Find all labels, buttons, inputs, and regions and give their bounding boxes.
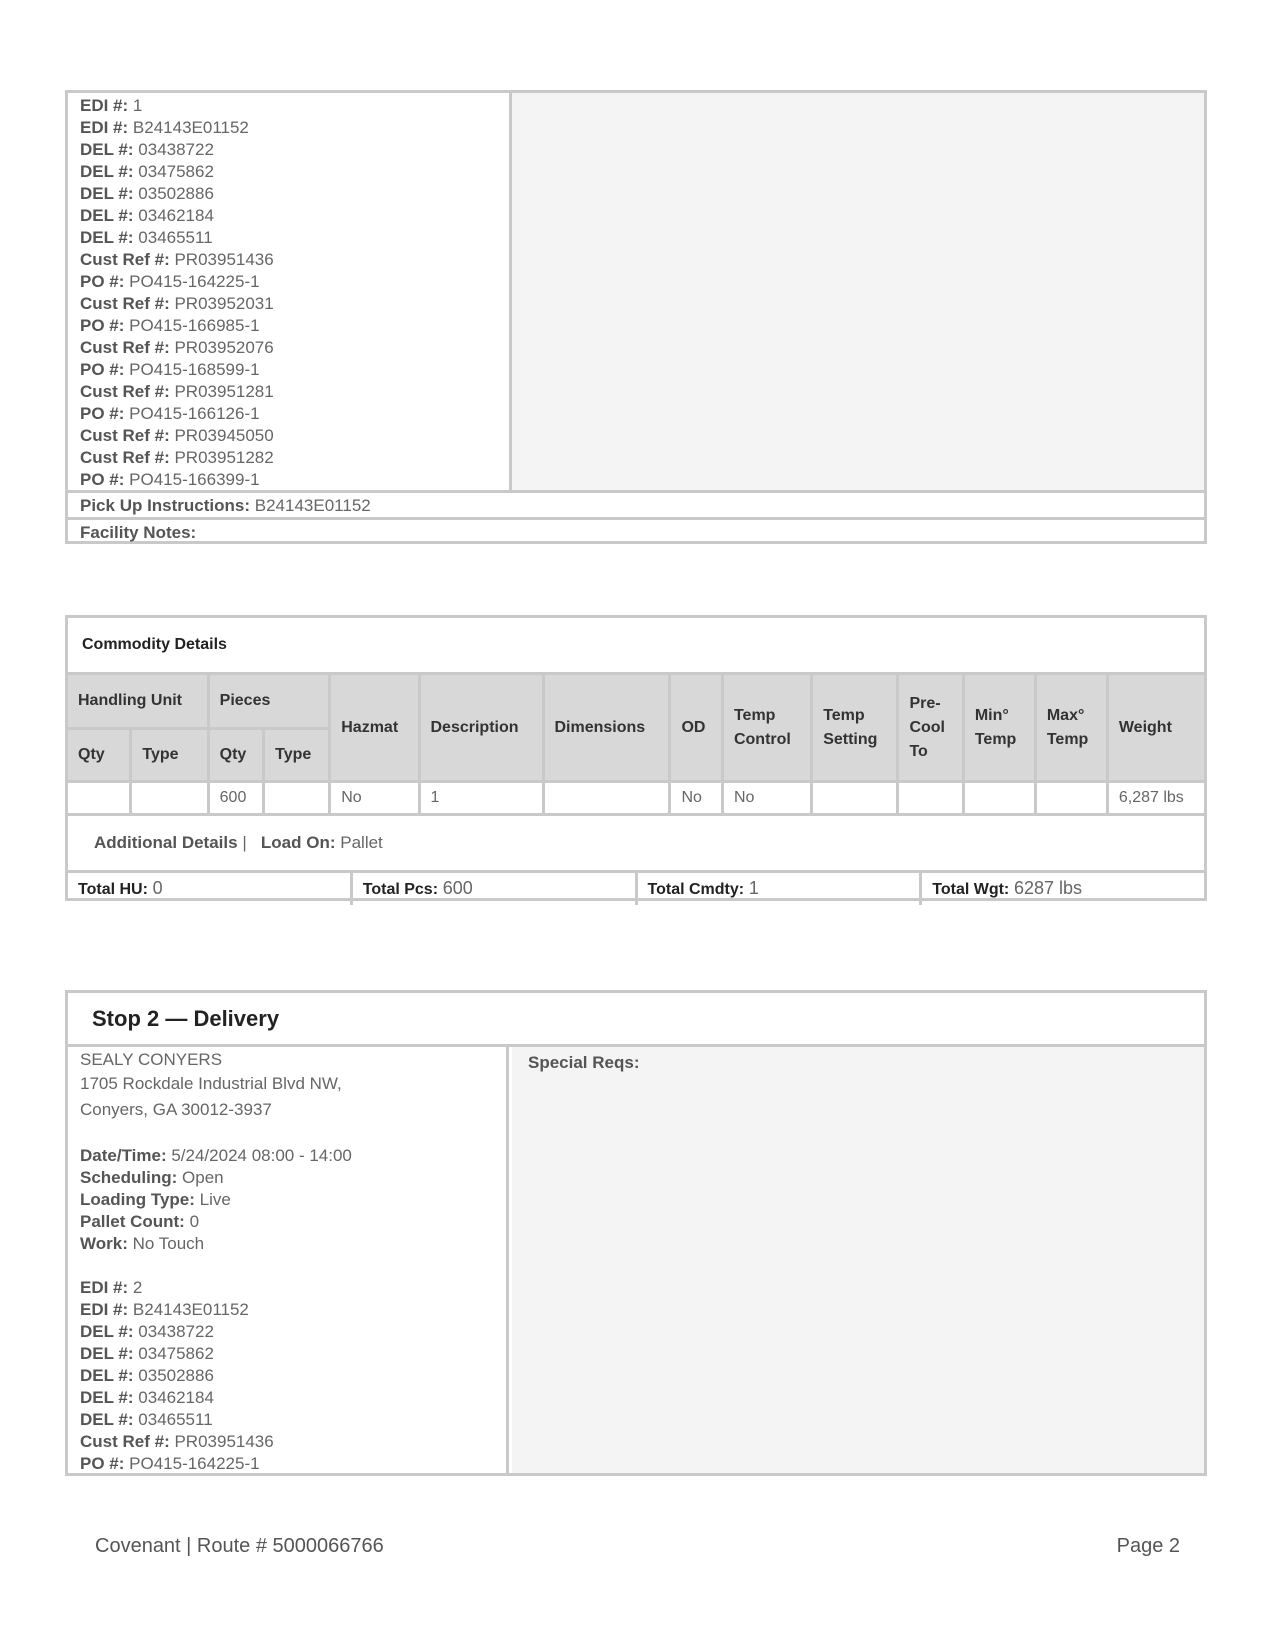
reference-line-value: 03462184 xyxy=(138,206,214,225)
detail-line xyxy=(80,1211,494,1233)
load-on-value: Pallet xyxy=(340,833,383,852)
reference-line xyxy=(80,1343,494,1365)
reference-line-value: PO415-164225-1 xyxy=(129,1454,260,1473)
reference-line xyxy=(80,1321,494,1343)
reference-line-label: DEL #: xyxy=(80,1322,134,1341)
header-precool: Pre- Cool To xyxy=(898,675,963,782)
reference-line-value: 03438722 xyxy=(138,140,214,159)
reference-line xyxy=(80,381,274,403)
reference-line-label: DEL #: xyxy=(80,184,134,203)
detail-line-label: Work: xyxy=(80,1234,128,1253)
reference-line-value: PR03951436 xyxy=(174,250,274,269)
reference-line-value: PR03951436 xyxy=(174,1432,274,1451)
detail-line-value: Live xyxy=(199,1190,231,1209)
header-hu-type: Type xyxy=(131,729,208,782)
reference-line-label: PO #: xyxy=(80,360,125,379)
reference-line-value: PR03952031 xyxy=(174,294,274,313)
cell-temp-setting xyxy=(812,782,898,815)
additional-details-label: Additional Details xyxy=(94,833,238,852)
reference-line-value: PO415-166399-1 xyxy=(129,470,260,489)
header-od: OD xyxy=(670,675,722,782)
reference-line-value: PO415-168599-1 xyxy=(129,360,260,379)
stop2-title: Stop 2 — Delivery xyxy=(68,993,1204,1047)
stop1-panel xyxy=(65,90,1207,544)
commodity-details-title: Commodity Details xyxy=(68,618,1204,675)
reference-line xyxy=(80,1387,494,1409)
reference-line-value: B24143E01152 xyxy=(132,118,249,137)
reference-line-value: 1 xyxy=(132,96,143,115)
reference-line-label: PO #: xyxy=(80,404,125,423)
reference-line-label: PO #: xyxy=(80,272,125,291)
reference-line-value: PR03952076 xyxy=(174,338,274,357)
load-on-label: Load On: xyxy=(260,833,336,852)
stop2-name: SEALY CONYERS xyxy=(80,1050,223,1069)
pickup-instructions-row xyxy=(68,490,1204,519)
reference-line-value: 03475862 xyxy=(138,1344,214,1363)
total-wgt: Total Wgt: 6287 lbs xyxy=(932,878,1083,898)
reference-line-label: EDI #: xyxy=(80,1300,129,1319)
reference-line xyxy=(80,95,274,117)
reference-line xyxy=(80,205,274,227)
reference-line xyxy=(80,1431,494,1453)
reference-line-label: Cust Ref #: xyxy=(80,382,170,401)
total-hu: Total HU: 0 xyxy=(68,873,353,905)
cell-max-temp xyxy=(1035,782,1107,815)
detail-line-label: Pallet Count: xyxy=(80,1212,185,1231)
reference-line xyxy=(80,403,274,425)
reference-line xyxy=(80,183,274,205)
stop2-panel xyxy=(65,990,1207,1476)
footer-route: Covenant | Route # 5000066766 xyxy=(95,1535,384,1557)
reference-line-label: PO #: xyxy=(80,1454,125,1473)
header-weight: Weight xyxy=(1107,675,1204,782)
stop2-address1: 1705 Rockdale Industrial Blvd NW, xyxy=(80,1074,342,1093)
stop1-reference-list xyxy=(68,93,512,490)
reference-line-value: 03502886 xyxy=(138,184,214,203)
detail-line-value: 0 xyxy=(189,1212,200,1231)
reference-line-label: DEL #: xyxy=(80,228,134,247)
reference-line xyxy=(80,1453,494,1475)
pickup-instructions-value: B24143E01152 xyxy=(254,496,371,515)
commodity-details-panel xyxy=(65,615,1207,901)
reference-line-value: 03502886 xyxy=(138,1366,214,1385)
pickup-instructions-label: Pick Up Instructions: xyxy=(80,496,251,515)
reference-line-value: PR03951282 xyxy=(174,448,274,467)
header-pc-type: Type xyxy=(264,729,330,782)
reference-line xyxy=(80,359,274,381)
reference-line-value: PO415-164225-1 xyxy=(129,272,260,291)
reference-line xyxy=(80,293,274,315)
detail-line-value: 5/24/2024 08:00 - 14:00 xyxy=(171,1146,352,1165)
cell-pc-type xyxy=(264,782,330,815)
reference-line xyxy=(80,1365,494,1387)
reference-line xyxy=(80,469,274,491)
reference-line-label: Cust Ref #: xyxy=(80,294,170,313)
reference-line-label: Cust Ref #: xyxy=(80,338,170,357)
additional-details-row xyxy=(68,816,1204,873)
footer-page-number: Page 2 xyxy=(1116,1535,1180,1557)
reference-line-label: DEL #: xyxy=(80,206,134,225)
stop2-info xyxy=(68,1047,509,1473)
detail-line-value: Open xyxy=(182,1168,224,1187)
reference-line-value: 2 xyxy=(132,1278,143,1297)
reference-line xyxy=(80,161,274,183)
totals-row xyxy=(68,873,1204,905)
detail-line-label: Scheduling: xyxy=(80,1168,178,1187)
detail-line xyxy=(80,1233,494,1255)
reference-line-value: B24143E01152 xyxy=(132,1300,249,1319)
special-reqs-label: Special Reqs: xyxy=(528,1053,640,1072)
reference-line-value: 03462184 xyxy=(138,1388,214,1407)
header-hazmat: Hazmat xyxy=(330,675,419,782)
cell-hazmat: No xyxy=(330,782,419,815)
header-pc-qty: Qty xyxy=(208,729,264,782)
reference-line xyxy=(80,271,274,293)
stop2-special-reqs xyxy=(512,1047,1204,1473)
reference-line-value: PR03945050 xyxy=(174,426,274,445)
reference-line-label: PO #: xyxy=(80,470,125,489)
header-hu-qty: Qty xyxy=(68,729,131,782)
total-pcs: Total Pcs: 600 xyxy=(353,873,638,905)
reference-line-label: DEL #: xyxy=(80,140,134,159)
reference-line xyxy=(80,447,274,469)
reference-line xyxy=(80,1409,494,1431)
cell-weight: 6,287 lbs xyxy=(1107,782,1204,815)
reference-line-label: DEL #: xyxy=(80,1388,134,1407)
facility-notes-row xyxy=(68,517,1204,546)
reference-line-label: DEL #: xyxy=(80,1344,134,1363)
header-dimensions: Dimensions xyxy=(543,675,670,782)
reference-line-label: Cust Ref #: xyxy=(80,250,170,269)
cell-hu-qty xyxy=(68,782,131,815)
detail-line xyxy=(80,1167,494,1189)
reference-line-label: Cust Ref #: xyxy=(80,426,170,445)
cell-od: No xyxy=(670,782,722,815)
reference-line-value: PO415-166985-1 xyxy=(129,316,260,335)
reference-line-value: 03465511 xyxy=(138,228,213,247)
header-pieces: Pieces xyxy=(208,675,330,729)
detail-line xyxy=(80,1189,494,1211)
reference-line xyxy=(80,315,274,337)
reference-line xyxy=(80,249,274,271)
reference-line-label: Cust Ref #: xyxy=(80,448,170,467)
reference-line xyxy=(80,1277,494,1299)
header-temp-control: Temp Control xyxy=(722,675,811,782)
total-cmdty: Total Cmdty: 1 xyxy=(638,873,923,905)
detail-line-value: No Touch xyxy=(132,1234,205,1253)
cell-precool xyxy=(898,782,963,815)
cell-hu-type xyxy=(131,782,208,815)
reference-line xyxy=(80,1299,494,1321)
reference-line-label: Cust Ref #: xyxy=(80,1432,170,1451)
header-description: Description xyxy=(419,675,543,782)
cell-pc-qty: 600 xyxy=(208,782,264,815)
table-row xyxy=(68,782,1204,815)
reference-line-label: EDI #: xyxy=(80,118,129,137)
reference-line-label: EDI #: xyxy=(80,96,129,115)
additional-details-separator: | xyxy=(242,833,247,852)
cell-temp-control: No xyxy=(722,782,811,815)
reference-line xyxy=(80,425,274,447)
header-handling-unit: Handling Unit xyxy=(68,675,208,729)
cell-min-temp xyxy=(963,782,1035,815)
cell-description: 1 xyxy=(419,782,543,815)
reference-line xyxy=(80,117,274,139)
reference-line-label: PO #: xyxy=(80,316,125,335)
reference-line-label: EDI #: xyxy=(80,1278,129,1297)
commodity-table xyxy=(68,675,1204,816)
reference-line-value: 03465511 xyxy=(138,1410,213,1429)
header-temp-setting: Temp Setting xyxy=(812,675,898,782)
reference-line-value: PR03951281 xyxy=(174,382,274,401)
reference-line xyxy=(80,337,274,359)
stop2-address2: Conyers, GA 30012-3937 xyxy=(80,1100,272,1119)
reference-line-value: 03438722 xyxy=(138,1322,214,1341)
reference-line-value: PO415-166126-1 xyxy=(129,404,260,423)
reference-line-value: 03475862 xyxy=(138,162,214,181)
detail-line-label: Date/Time: xyxy=(80,1146,167,1165)
header-min-temp: Min° Temp xyxy=(963,675,1035,782)
facility-notes-label: Facility Notes: xyxy=(80,523,197,542)
reference-line-label: DEL #: xyxy=(80,1410,134,1429)
detail-line xyxy=(80,1145,494,1167)
cell-dimensions xyxy=(543,782,670,815)
stop1-notes-area xyxy=(512,93,1204,490)
reference-line xyxy=(80,139,274,161)
detail-line-label: Loading Type: xyxy=(80,1190,195,1209)
reference-line xyxy=(80,227,274,249)
reference-line-label: DEL #: xyxy=(80,1366,134,1385)
reference-line-label: DEL #: xyxy=(80,162,134,181)
header-max-temp: Max° Temp xyxy=(1035,675,1107,782)
